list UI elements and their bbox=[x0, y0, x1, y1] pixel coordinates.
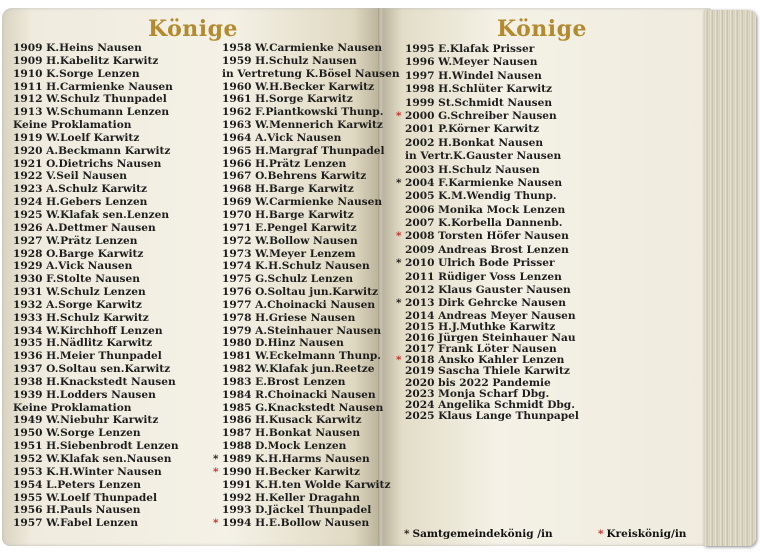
king-entry: 1957 W.Fabel Lenzen bbox=[13, 517, 139, 530]
king-entry: 1927 W.Prätz Lenzen bbox=[13, 234, 138, 247]
right-column-recent bbox=[396, 310, 579, 422]
king-entry: 2024 Angelika Schmidt Dbg. bbox=[405, 398, 575, 411]
king-entry: * 1989 K.H.Harms Nausen bbox=[213, 453, 370, 465]
king-entry: 1932 A.Sorge Karwitz bbox=[13, 298, 142, 311]
king-entry: * 2004 F.Karmienke Nausen bbox=[396, 176, 563, 189]
king-entry: 1929 A.Vick Nausen bbox=[13, 260, 133, 273]
red-star-icon: * bbox=[213, 465, 219, 478]
king-entry: 1974 K.H.Schulz Nausen bbox=[222, 260, 370, 273]
page-edges bbox=[704, 10, 756, 546]
king-entry: 1926 A.Dettmer Nausen bbox=[13, 221, 156, 234]
king-entry: 1967 O.Behrens Karwitz bbox=[222, 170, 367, 183]
king-entry: 1949 W.Niebuhr Karwitz bbox=[13, 414, 159, 427]
king-entry: 1976 O.Soltau jun.Karwitz bbox=[222, 286, 378, 299]
king-entry: 1958 W.Carmienke Nausen bbox=[222, 42, 383, 54]
king-entry: * 2010 Ulrich Bode Prisser bbox=[396, 257, 555, 270]
king-entry: 1964 A.Vick Nausen bbox=[222, 131, 342, 144]
king-entry: 2017 Frank Löter Nausen bbox=[405, 343, 557, 356]
king-entry: 2007 K.Korbella Dannenb. bbox=[405, 217, 563, 230]
king-entry: 1937 O.Soltau sen.Karwitz bbox=[13, 363, 171, 376]
king-entry: 2020 bis 2022 Pandemie bbox=[405, 376, 551, 389]
king-entry: 1954 L.Peters Lenzen bbox=[13, 478, 141, 491]
king-entry: 1960 W.H.Becker Karwitz bbox=[222, 80, 375, 93]
king-entry: 1922 V.Seil Nausen bbox=[13, 170, 128, 183]
king-entry: 1995 E.Klafak Prisser bbox=[405, 43, 535, 55]
king-entry: 1984 R.Choinacki Nausen bbox=[222, 388, 376, 401]
right-page-title: Könige bbox=[497, 16, 588, 42]
king-entry: 2005 K.M.Wendig Thunp. bbox=[405, 190, 557, 203]
king-entry: 1924 H.Gebers Lenzen bbox=[13, 196, 148, 209]
king-entry: 2009 Andreas Brost Lenzen bbox=[405, 243, 569, 256]
legend-samtgemeinde: * Samtgemeindekönig /in bbox=[404, 528, 553, 540]
king-entry: 1968 H.Barge Karwitz bbox=[222, 183, 354, 196]
king-entry: 1999 St.Schmidt Nausen bbox=[405, 96, 553, 109]
king-entry: 1928 O.Barge Karwitz bbox=[13, 247, 144, 260]
left-column-2 bbox=[213, 42, 400, 530]
king-entry: 2002 H.Bonkat Nausen bbox=[405, 136, 544, 149]
legend-kreis: * Kreiskönig/in bbox=[598, 528, 687, 540]
king-entry: in Vertretung K.Bösel Nausen bbox=[222, 67, 400, 80]
king-entry: Keine Proklamation bbox=[13, 401, 132, 414]
king-entry: 1985 G.Knackstedt Nausen bbox=[222, 401, 384, 414]
king-entry: in Vertr.K.Gauster Nausen bbox=[405, 150, 562, 163]
king-entry: 1938 H.Knackstedt Nausen bbox=[13, 375, 176, 388]
king-entry: 1962 F.Piantkowski Thunp. bbox=[222, 106, 384, 119]
king-entry: 1983 E.Brost Lenzen bbox=[222, 375, 346, 388]
king-entry: 1919 W.Loelf Karwitz bbox=[13, 131, 140, 144]
king-entry: 2025 Klaus Lange Thunpapel bbox=[405, 409, 579, 422]
king-entry: 1973 W.Meyer Lenzem bbox=[222, 247, 356, 260]
king-entry: 1952 W.Klafak sen.Nausen bbox=[13, 453, 172, 465]
king-entry: 1966 H.Prätz Lenzen bbox=[222, 157, 347, 170]
king-entry: 1961 H.Sorge Karwitz bbox=[222, 93, 353, 106]
king-entry: 1911 H.Carmienke Nausen bbox=[13, 80, 173, 93]
king-entry: 1912 W.Schulz Thunpadel bbox=[13, 93, 167, 106]
king-entry: 1939 H.Lodders Nausen bbox=[13, 388, 156, 401]
king-entry: 1975 G.Schulz Lenzen bbox=[222, 273, 354, 286]
red-star-icon: * bbox=[396, 230, 402, 243]
king-entry: 1920 A.Beckmann Karwitz bbox=[13, 144, 171, 157]
king-entry: 1993 D.Jäckel Thunpadel bbox=[222, 504, 372, 517]
left-column-1 bbox=[13, 42, 179, 530]
left-page-title: Könige bbox=[148, 16, 239, 42]
king-entry: 1972 W.Bollow Nausen bbox=[222, 234, 358, 247]
king-entry: 1980 D.Hinz Nausen bbox=[222, 337, 344, 350]
king-entry: 1934 W.Kirchhoff Lenzen bbox=[13, 324, 163, 337]
king-entry: 2012 Klaus Gauster Nausen bbox=[405, 284, 571, 297]
king-entry: 1981 W.Eckelmann Thunp. bbox=[222, 350, 381, 363]
king-entry: 1956 H.Pauls Nausen bbox=[13, 504, 141, 517]
king-entry: 1965 H.Margraf Thunpadel bbox=[222, 144, 385, 157]
king-entry: 1953 K.H.Winter Nausen bbox=[13, 465, 162, 478]
black-star-icon: * bbox=[213, 453, 219, 465]
king-entry: * 2013 Dirk Gehrcke Nausen bbox=[396, 297, 566, 310]
king-entry: 1955 W.Loelf Thunpadel bbox=[13, 491, 158, 504]
king-entry: 1921 O.Dietrichs Nausen bbox=[13, 157, 162, 170]
king-entry: 2006 Monika Mock Lenzen bbox=[405, 203, 566, 216]
king-entry: 2011 Rüdiger Voss Lenzen bbox=[405, 270, 562, 283]
king-entry: 1936 H.Meier Thunpadel bbox=[13, 350, 162, 363]
king-entry: 1970 H.Barge Karwitz bbox=[222, 208, 354, 221]
king-entry: 1971 E.Pengel Karwitz bbox=[222, 221, 357, 234]
king-entry: 1959 H.Schulz Nausen bbox=[222, 54, 357, 67]
king-entry: 1978 H.Griese Nausen bbox=[222, 311, 356, 324]
king-entry: 1992 H.Keller Dragahn bbox=[222, 491, 360, 504]
king-entry: 1913 W.Schumann Lenzen bbox=[13, 106, 170, 119]
king-entry: 1909 K.Heins Nausen bbox=[13, 42, 142, 54]
king-entry: 1986 H.Kusack Karwitz bbox=[222, 414, 362, 427]
king-entry: 1935 H.Nädlitz Karwitz bbox=[13, 337, 153, 350]
king-entry: 1909 H.Kabelitz Karwitz bbox=[13, 54, 159, 67]
red-star-icon: * bbox=[213, 517, 219, 530]
king-entry: 1977 A.Choinacki Nausen bbox=[222, 298, 376, 311]
king-entry: 1998 H.Schlüter Karwitz bbox=[405, 83, 553, 96]
king-entry: 1931 W.Schulz Lenzen bbox=[13, 286, 146, 299]
red-star-icon: * bbox=[598, 528, 604, 540]
king-entry: * 2018 Ansko Kahler Lenzen bbox=[396, 354, 565, 367]
king-entry: 1982 W.Klafak jun.Reetze bbox=[222, 363, 375, 376]
red-star-icon: * bbox=[396, 109, 402, 122]
king-entry: 2015 H.J.Muthke Karwitz bbox=[405, 321, 556, 334]
king-entry: 1950 W.Sorge Lenzen bbox=[13, 427, 141, 440]
king-entry: * 1990 H.Becker Karwitz bbox=[213, 465, 361, 478]
king-entry: 1997 H.Windel Nausen bbox=[405, 69, 542, 82]
black-star-icon: * bbox=[396, 257, 402, 270]
king-entry: 1969 W.Carmienke Nausen bbox=[222, 196, 383, 209]
king-entry: 1910 K.Sorge Lenzen bbox=[13, 67, 140, 80]
king-entry: 2003 H.Schulz Nausen bbox=[405, 163, 540, 176]
king-entry: 1951 H.Siebenbrodt Lenzen bbox=[13, 440, 179, 453]
king-entry: 2019 Sascha Thiele Karwitz bbox=[405, 365, 570, 378]
king-entry: * 2008 Torsten Höfer Nausen bbox=[396, 230, 569, 243]
red-star-icon: * bbox=[396, 354, 402, 367]
king-entry: 1933 H.Schulz Karwitz bbox=[13, 311, 149, 324]
king-entry: 2001 P.Körner Karwitz bbox=[405, 123, 540, 136]
king-entry: 2014 Andreas Meyer Nausen bbox=[405, 310, 576, 322]
king-entry: * 2000 G.Schreiber Nausen bbox=[396, 109, 557, 122]
king-entry: 1988 D.Mock Lenzen bbox=[222, 440, 347, 453]
king-entry: 1930 F.Stolte Nausen bbox=[13, 273, 140, 286]
king-entry: 1987 H.Bonkat Nausen bbox=[222, 427, 361, 440]
black-star-icon: * bbox=[396, 297, 402, 310]
king-entry: 1963 W.Mennerich Karwitz bbox=[222, 119, 383, 132]
king-entry: 2023 Monja Scharf Dbg. bbox=[405, 387, 550, 400]
king-entry: * 1994 H.E.Bollow Nausen bbox=[213, 517, 370, 530]
king-entry: 1991 K.H.ten Wolde Karwitz bbox=[222, 478, 391, 491]
king-entry: 1996 W.Meyer Nausen bbox=[405, 56, 538, 69]
black-star-icon: * bbox=[396, 176, 402, 189]
right-column bbox=[396, 43, 571, 311]
king-entry: 2016 Jürgen Steinhauer Nau bbox=[405, 332, 576, 345]
king-entry: Keine Proklamation bbox=[13, 119, 132, 132]
king-entry: 1979 A.Steinhauer Nausen bbox=[222, 324, 382, 337]
king-entry: 1923 A.Schulz Karwitz bbox=[13, 183, 148, 196]
king-entry: 1925 W.Klafak sen.Lenzen bbox=[13, 208, 170, 221]
black-star-icon: * bbox=[404, 528, 410, 540]
